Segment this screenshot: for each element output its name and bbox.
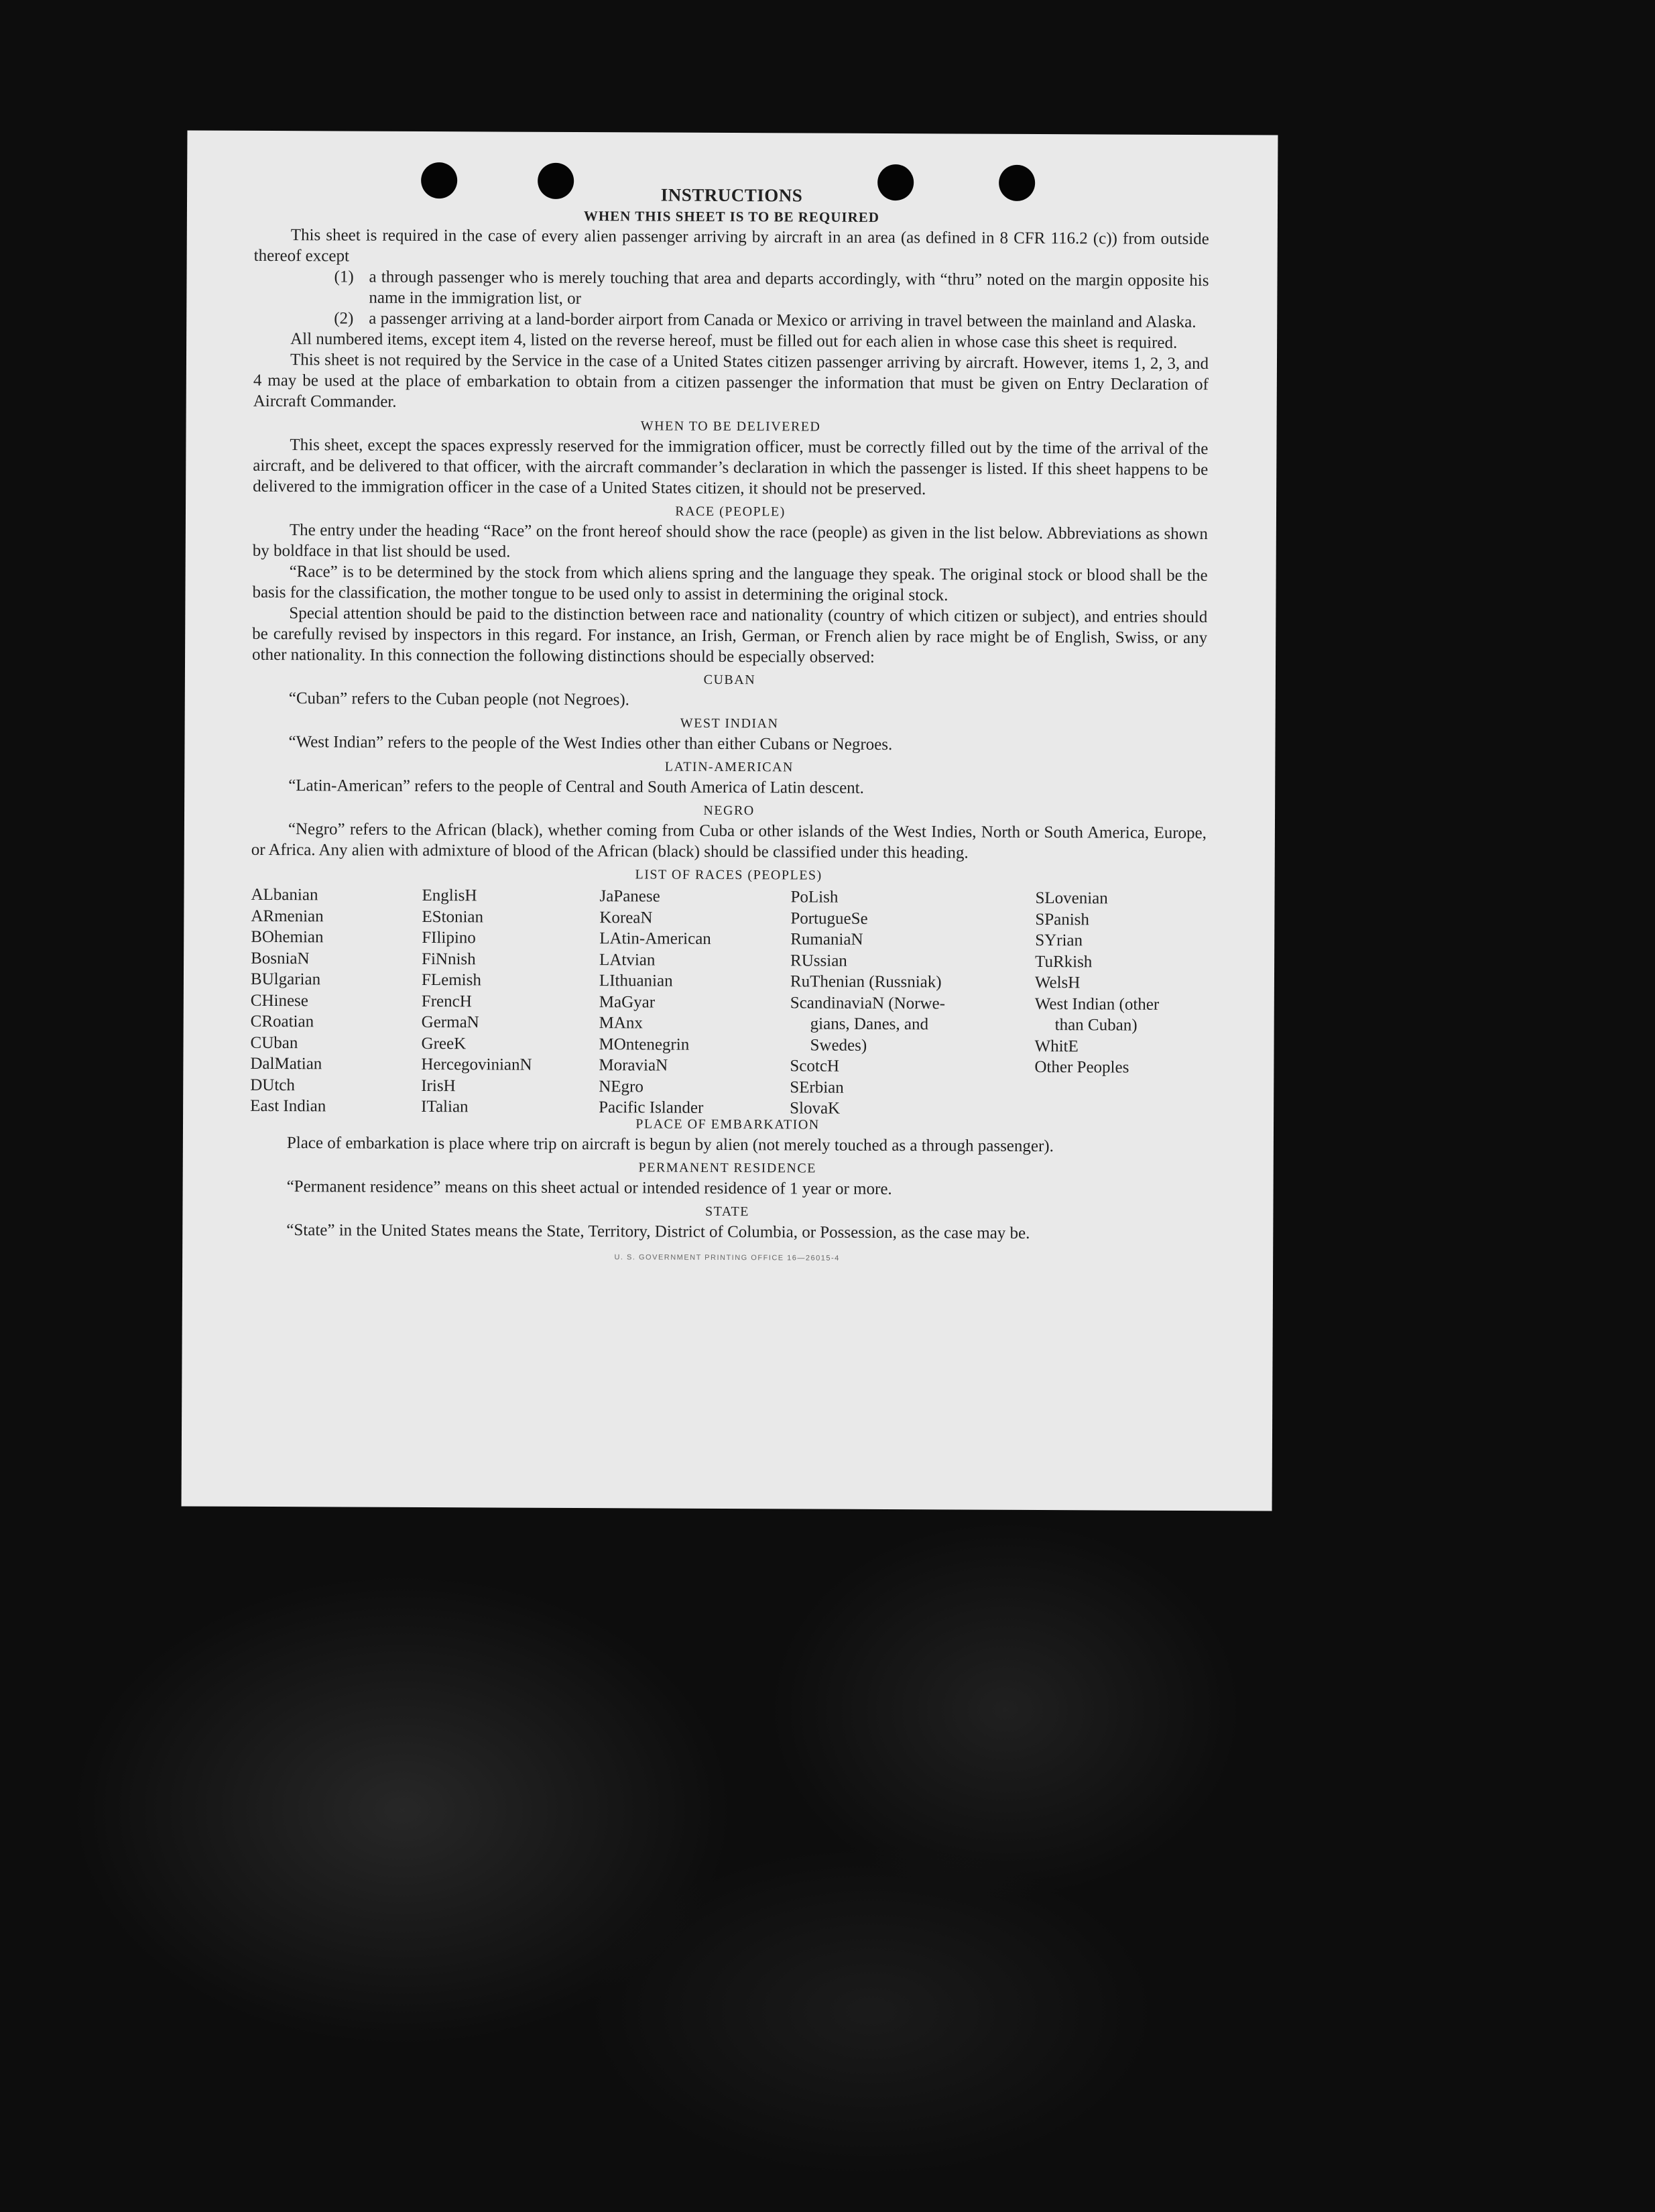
race-entry: Swedes) <box>810 1036 867 1055</box>
section-heading-latin-american: LATIN-AMERICAN <box>664 759 794 775</box>
race-entry: ScandinaviaN (Norwe- <box>790 993 946 1012</box>
races-list <box>250 884 1206 1118</box>
section-heading-cuban: CUBAN <box>703 672 756 688</box>
list-item <box>334 266 1209 312</box>
race-entry: GreeK <box>421 1034 467 1053</box>
race-entry: FIlipino <box>422 928 476 947</box>
paragraph: “Permanent residence” means on this sheet actual or intended residence of 1 year or more. <box>286 1177 892 1199</box>
race-entry: JaPanese <box>599 887 660 906</box>
item-number: (1) <box>334 268 354 286</box>
paragraph: This sheet, except the spaces expressly reserved for the immigration officer, must be correctly filled out by the time of the arrival of the aircraft, and be delivered to that officer, with the aircraft commander’s declaration in which the passenger is listed. If this sheet happens to be delivered to the immigration officer in the case of a United States citizen, it should not be preserved. <box>253 436 1209 499</box>
race-entry: CHinese <box>250 991 308 1010</box>
races-column <box>250 884 327 1117</box>
paragraph: This sheet is not required by the Service in the case of a United States citizen passenger arriving by aircraft. However, items 1, 2, 3, and 4 may be used at the place of embarkation to obtain from a citizen passenger the information that must be given on Entry Declaration of Aircraft Commander. <box>253 351 1209 411</box>
paragraph: The entry under the heading “Race” on the front hereof should show the race (people) as given in the list below. Abbreviations as shown by boldface in that list should be used. <box>252 521 1208 561</box>
race-entry: MoraviaN <box>599 1056 668 1075</box>
item-text: a passenger arriving at a land-border airport from Canada or Mexico or arriving in travel between the mainland and Alaska. <box>369 309 1197 332</box>
race-entry: CRoatian <box>250 1012 314 1031</box>
instruction-sheet <box>182 130 1278 1511</box>
item-text: a through passenger who is merely touching that area and departs accordingly, with “thru” noted on the margin opposite his name in the immigration list, or <box>369 268 1209 308</box>
race-entry: MOntenegrin <box>599 1035 690 1054</box>
race-entry: EStonian <box>422 907 484 926</box>
races-column <box>421 885 533 1118</box>
race-entry: TuRkish <box>1035 952 1093 971</box>
paragraph: “Negro” refers to the African (black), whether coming from Cuba or other islands of the West Indies, North or South America, Europe, or Africa. Any alien with admixture of blood of the African (black) should be classified under this heading. <box>251 820 1207 862</box>
race-entry: ALbanian <box>251 885 318 905</box>
race-entry: than Cuban) <box>1054 1016 1138 1035</box>
race-entry: gians, Danes, and <box>810 1014 929 1034</box>
section-heading-races-list: LIST OF RACES (PEOPLES) <box>635 867 822 883</box>
paragraph: This sheet is required in the case of every alien passenger arriving by aircraft in an area (as defined in 8 CFR 116.2 (c)) from outside thereof except <box>253 226 1209 266</box>
sheet-content <box>249 182 1209 1271</box>
section-heading-delivered: WHEN TO BE DELIVERED <box>640 418 821 434</box>
printer-imprint: U. S. GOVERNMENT PRINTING OFFICE 16—26015-4 <box>614 1253 840 1263</box>
races-column <box>599 886 711 1118</box>
race-entry: Other Peoples <box>1034 1057 1129 1077</box>
race-entry: LAtvian <box>599 950 656 970</box>
section-heading-embarkation: PLACE OF EMBARKATION <box>635 1116 820 1132</box>
race-entry: ARmenian <box>251 907 324 925</box>
races-column <box>790 886 946 1120</box>
item-number: (2) <box>334 309 354 328</box>
race-entry: SPanish <box>1035 910 1090 929</box>
paragraph: Special attention should be paid to the distinction between race and nationality (country of which citizen or subject), and entries should be carefully revised by inspectors in this regard. For instance, an Irish, German, or French alien by race might be of English, Swiss, or any other nationality. In this connection the following distinctions should be especially observed: <box>252 604 1208 666</box>
paragraph: All numbered items, except item 4, listed on the reverse hereof, must be filled out for each alien in whose case this sheet is required. <box>290 330 1178 352</box>
paragraph: Place of embarkation is place where trip on aircraft is begun by alien (not merely touched as a through passenger). <box>286 1134 1054 1156</box>
race-entry: MAnx <box>599 1014 643 1033</box>
paragraph: “Race” is to be determined by the stock from which aliens spring and the language they speak. The original stock or blood shall be the basis for the classification, the mother tongue to be used only to assist in determining the original stock. <box>252 563 1208 605</box>
race-entry: RuThenian (Russniak) <box>790 972 942 992</box>
section-heading-west-indian: WEST INDIAN <box>680 715 779 732</box>
race-entry: IrisH <box>421 1076 456 1095</box>
race-entry: LIthuanian <box>599 972 673 990</box>
paragraph: “Cuban” refers to the Cuban people (not Negroes). <box>288 689 629 709</box>
race-entry: BosniaN <box>251 949 310 968</box>
race-entry: RUssian <box>790 951 847 970</box>
race-entry: WhitE <box>1034 1037 1079 1055</box>
race-entry: PoLish <box>790 888 839 907</box>
race-entry: FLemish <box>421 970 481 990</box>
section-heading-required: WHEN THIS SHEET IS TO BE REQUIRED <box>583 208 880 225</box>
paragraph: “West Indian” refers to the people of the West Indies other than either Cubans or Negroes. <box>288 733 893 754</box>
race-entry: DUtch <box>250 1075 295 1094</box>
race-entry: West Indian (other <box>1034 994 1160 1014</box>
races-column <box>1034 888 1160 1078</box>
race-entry: ITalian <box>421 1097 469 1116</box>
paragraph: “State” in the United States means the State, Territory, District of Columbia, or Possession, as the case may be. <box>286 1221 1030 1242</box>
race-entry: RumaniaN <box>790 930 863 949</box>
page-title: INSTRUCTIONS <box>660 184 803 206</box>
race-entry: SLovenian <box>1035 888 1108 908</box>
race-entry: SYrian <box>1035 931 1083 950</box>
race-entry: KoreaN <box>599 908 653 927</box>
race-entry: MaGyar <box>599 992 656 1012</box>
race-entry: HercegovinianN <box>421 1055 532 1074</box>
section-heading-state: STATE <box>704 1204 749 1220</box>
race-entry: GermaN <box>421 1012 479 1032</box>
race-entry: DalMatian <box>250 1054 322 1073</box>
race-entry: BOhemian <box>251 927 324 947</box>
race-entry: BUlgarian <box>250 970 321 989</box>
race-entry: PortugueSe <box>790 909 868 928</box>
race-entry: FrencH <box>421 992 472 1010</box>
race-entry: WelsH <box>1034 973 1081 992</box>
race-entry: CUban <box>250 1033 298 1052</box>
section-heading-residence: PERMANENT RESIDENCE <box>638 1160 816 1176</box>
race-entry: SErbian <box>790 1078 844 1097</box>
race-entry: LAtin-American <box>599 929 711 948</box>
race-entry: FiNnish <box>422 949 476 968</box>
paragraph: “Latin-American” refers to the people of Central and South America of Latin descent. <box>288 776 864 797</box>
race-entry: East Indian <box>250 1096 326 1116</box>
section-heading-race: RACE (PEOPLE) <box>675 504 786 520</box>
section-heading-negro: NEGRO <box>703 803 755 819</box>
race-entry: ScotcH <box>790 1057 840 1075</box>
race-entry: SlovaK <box>790 1099 841 1118</box>
race-entry: EnglisH <box>422 886 477 905</box>
race-entry: NEgro <box>599 1077 643 1096</box>
race-entry: Pacific Islander <box>599 1098 704 1117</box>
